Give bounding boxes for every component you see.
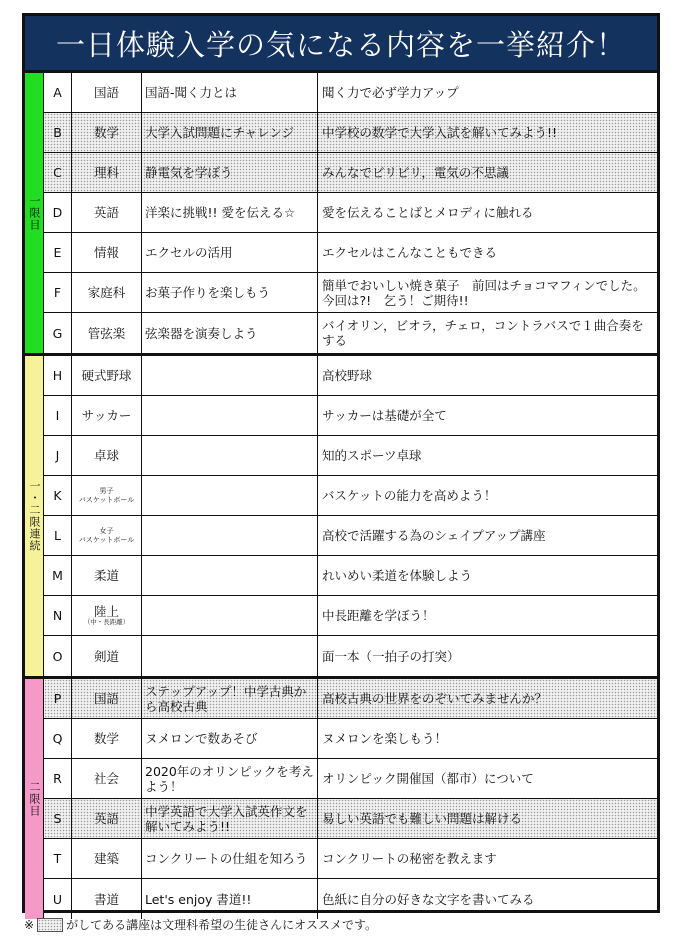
course-letter: T bbox=[44, 839, 72, 878]
course-row bbox=[44, 759, 657, 799]
course-subject: 社会 bbox=[72, 759, 142, 798]
dotted-swatch bbox=[37, 918, 63, 932]
course-subject bbox=[72, 476, 142, 515]
course-title: ヌメロンで数あそび bbox=[142, 719, 318, 758]
course-subject bbox=[72, 596, 142, 635]
course-row bbox=[44, 113, 657, 153]
course-letter: P bbox=[44, 679, 72, 718]
course-subject: 数学 bbox=[72, 113, 142, 152]
course-letter: D bbox=[44, 193, 72, 232]
course-letter: A bbox=[44, 73, 72, 112]
course-letter: H bbox=[44, 356, 72, 395]
course-title: 大学入試問題にチャレンジ bbox=[142, 113, 318, 152]
course-row bbox=[44, 476, 657, 516]
period-label-cell bbox=[25, 73, 44, 353]
course-description: 知的スポーツ卓球 bbox=[322, 448, 422, 463]
course-subject: サッカー bbox=[72, 396, 142, 435]
course-description: バイオリン，ビオラ，チェロ，コントラバスで１曲合奏をする bbox=[322, 318, 644, 348]
course-row bbox=[44, 636, 657, 676]
course-row bbox=[44, 596, 657, 636]
course-description: コンクリートの秘密を教えます bbox=[322, 851, 497, 866]
subject-qualifier: （中・長距離） bbox=[83, 618, 130, 627]
course-subject: 理科 bbox=[72, 153, 142, 192]
course-letter: L bbox=[44, 516, 72, 555]
course-title bbox=[142, 596, 318, 635]
subject-qualifier: 女子 bbox=[99, 527, 114, 536]
period-section bbox=[25, 73, 657, 356]
course-subject: 管弦楽 bbox=[72, 313, 142, 353]
course-row bbox=[44, 193, 657, 233]
course-row bbox=[44, 273, 657, 313]
footnote bbox=[24, 916, 377, 933]
course-subject: 情報 bbox=[72, 233, 142, 272]
subject-name: バスケットボール bbox=[78, 535, 135, 544]
course-letter: M bbox=[44, 556, 72, 595]
course-subject: 剣道 bbox=[72, 636, 142, 676]
course-subject: 国語 bbox=[72, 73, 142, 112]
subject-name: 陸上 bbox=[93, 604, 119, 620]
course-letter: B bbox=[44, 113, 72, 152]
course-row bbox=[44, 719, 657, 759]
period-label: 一限目 bbox=[28, 195, 41, 231]
course-row bbox=[44, 556, 657, 596]
footnote-text: がしてある講座は文理科希望の生徒さんにオススメです。 bbox=[66, 918, 377, 932]
course-description: 高校で活躍する為のシェイプアップ講座 bbox=[322, 528, 546, 543]
course-letter: U bbox=[44, 879, 72, 919]
course-sheet bbox=[22, 13, 660, 913]
course-letter: R bbox=[44, 759, 72, 798]
course-subject: 数学 bbox=[72, 719, 142, 758]
course-description: 愛を伝えることばとメロディに触れる bbox=[322, 205, 534, 220]
course-title bbox=[142, 516, 318, 555]
course-title: ステップアップ！中学古典から高校古典 bbox=[142, 679, 318, 718]
course-row bbox=[44, 73, 657, 113]
course-row bbox=[44, 356, 657, 396]
period-label: 一・二限連続 bbox=[28, 480, 41, 552]
course-description: ヌメロンを楽しもう！ bbox=[322, 731, 448, 746]
course-description: サッカーは基礎が全て bbox=[322, 408, 447, 423]
course-row bbox=[44, 879, 657, 919]
course-title bbox=[142, 556, 318, 595]
course-letter: F bbox=[44, 273, 72, 312]
course-letter: I bbox=[44, 396, 72, 435]
course-letter: Q bbox=[44, 719, 72, 758]
course-title: 2020年のオリンピックを考えよう！ bbox=[142, 759, 318, 798]
course-description: 聞く力で必ず学力アップ bbox=[322, 85, 459, 100]
course-title: お菓子作りを楽しもう bbox=[142, 273, 318, 312]
course-title bbox=[142, 636, 318, 676]
course-subject: 建築 bbox=[72, 839, 142, 878]
course-description: みんなでビリビリ，電気の不思議 bbox=[322, 165, 509, 180]
course-letter: J bbox=[44, 436, 72, 475]
course-description: 中学校の数学で大学入試を解いてみよう!! bbox=[322, 125, 558, 140]
course-row bbox=[44, 153, 657, 193]
page-title: 一日体験入学の気になる内容を一挙紹介！ bbox=[25, 16, 657, 73]
course-subject: 国語 bbox=[72, 679, 142, 718]
course-row bbox=[44, 396, 657, 436]
course-subject: 硬式野球 bbox=[72, 356, 142, 395]
period-label-cell bbox=[25, 679, 44, 919]
course-title bbox=[142, 436, 318, 475]
course-title: 中学英語で大学入試英作文を解いてみよう!! bbox=[142, 799, 318, 838]
course-subject: 柔道 bbox=[72, 556, 142, 595]
course-letter: O bbox=[44, 636, 72, 676]
course-row bbox=[44, 313, 657, 353]
course-title: 弦楽器を演奏しよう bbox=[142, 313, 318, 353]
course-title: 静電気を学ぼう bbox=[142, 153, 318, 192]
course-row bbox=[44, 679, 657, 719]
period-label-cell bbox=[25, 356, 44, 676]
course-title: 国語-聞く力とは bbox=[142, 73, 318, 112]
subject-qualifier: 男子 bbox=[99, 487, 114, 496]
course-subject: 書道 bbox=[72, 879, 142, 919]
course-description: れいめい柔道を体験しよう bbox=[322, 568, 473, 583]
course-description: 面一本（一拍子の打突） bbox=[322, 648, 460, 664]
course-description: 易しい英語でも難しい問題は解ける bbox=[322, 811, 523, 826]
course-row bbox=[44, 436, 657, 476]
course-title: コンクリートの仕組を知ろう bbox=[142, 839, 318, 878]
course-description: バスケットの能力を高めよう！ bbox=[322, 488, 497, 503]
course-description: オリンピック開催国（都市）について bbox=[322, 771, 534, 786]
course-letter: E bbox=[44, 233, 72, 272]
course-row bbox=[44, 516, 657, 556]
course-description: 簡単でおいしい焼き菓子 前回はチョコマフィンでした。今回は?! 乞う！ご期待!! bbox=[322, 277, 646, 308]
course-subject: 英語 bbox=[72, 193, 142, 232]
course-title bbox=[142, 356, 318, 395]
course-description: 色紙に自分の好きな文字を書いてみる bbox=[322, 891, 535, 907]
course-title bbox=[142, 476, 318, 515]
course-title: エクセルの活用 bbox=[142, 233, 318, 272]
course-subject: 英語 bbox=[72, 799, 142, 838]
footnote-mark: ※ bbox=[24, 917, 35, 932]
course-title bbox=[142, 396, 318, 435]
course-title: 洋楽に挑戦!! 愛を伝える☆ bbox=[142, 193, 318, 232]
course-row bbox=[44, 233, 657, 273]
course-title: Let's enjoy 書道!! bbox=[142, 879, 318, 919]
course-description: 中長距離を学ぼう！ bbox=[322, 608, 435, 623]
course-subject bbox=[72, 516, 142, 555]
period-section bbox=[25, 356, 657, 679]
course-letter: G bbox=[44, 313, 72, 353]
course-letter: N bbox=[44, 596, 72, 635]
period-section bbox=[25, 679, 657, 919]
course-description: エクセルはこんなこともできる bbox=[322, 245, 498, 260]
course-table bbox=[25, 73, 657, 919]
course-subject: 卓球 bbox=[72, 436, 142, 475]
course-subject: 家庭科 bbox=[72, 273, 142, 312]
course-description: 高校古典の世界をのぞいてみませんか？ bbox=[322, 691, 548, 706]
course-letter: C bbox=[44, 153, 72, 192]
course-letter: K bbox=[44, 476, 72, 515]
period-label: 二限目 bbox=[28, 781, 41, 817]
course-row bbox=[44, 799, 657, 839]
course-letter: S bbox=[44, 799, 72, 838]
course-row bbox=[44, 839, 657, 879]
subject-name: バスケットボール bbox=[78, 495, 135, 504]
course-description: 高校野球 bbox=[322, 368, 373, 383]
